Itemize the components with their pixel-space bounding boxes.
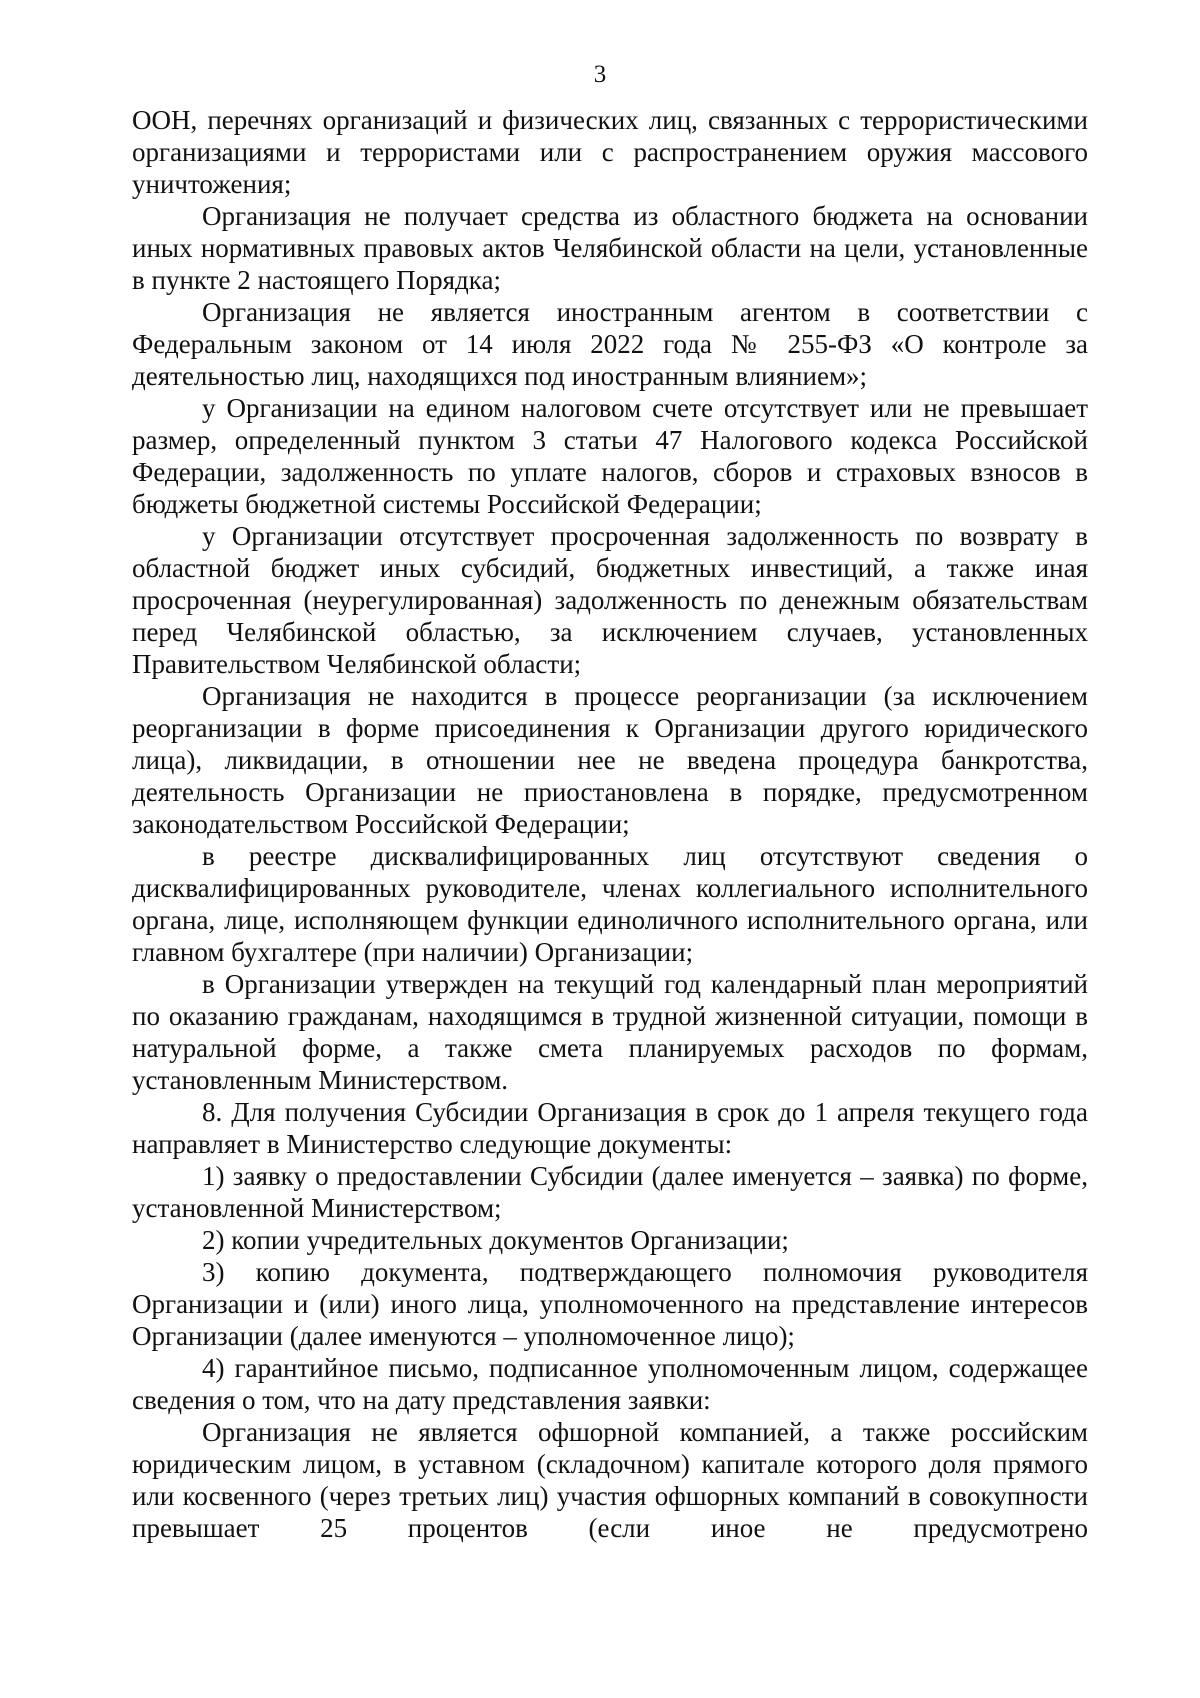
document-body bbox=[132, 104, 1088, 1544]
paragraph: в Организации утвержден на текущий год календарный план мероприятий по оказанию гражданам, находящимся в трудной жизненной ситуации, помощи в натуральной форме, а также смета планируемых расходов по формам, установленным Министерством. bbox=[132, 969, 1088, 1095]
paragraph: у Организации отсутствует просроченная задолженность по возврату в областной бюджет иных субсидий, бюджетных инвестиций, а также иная просроченная (неурегулированная) задолженность по денежным обязательствам перед Челябинской областью, за исключением случаев, установленных Правительством Челябинской области; bbox=[132, 521, 1088, 679]
paragraph: Организация не является иностранным агентом в соответствии с Федеральным законом от 14 июля 2022 года № 255-ФЗ «О контроле за деятельностью лиц, находящихся под иностранным влиянием»; bbox=[132, 297, 1088, 391]
list-item-2: 2) копии учредительных документов Организации; bbox=[202, 1225, 789, 1255]
paragraph-item-8: 8. Для получения Субсидии Организация в срок до 1 апреля текущего года направляет в Министерство следующие документы: bbox=[132, 1097, 1088, 1159]
list-item-3: 3) копию документа, подтверждающего полномочия руководителя Организации и (или) иного лица, уполномоченного на представление интересов Организации (далее именуются – уполномоченное лицо); bbox=[132, 1257, 1088, 1351]
paragraph: у Организации на едином налоговом счете отсутствует или не превышает размер, определенный пунктом 3 статьи 47 Налогового кодекса Российской Федерации, задолженность по уплате налогов, сборов и страховых взносов в бюджеты бюджетной системы Российской Федерации; bbox=[132, 393, 1088, 519]
paragraph: Организация не находится в процессе реорганизации (за исключением реорганизации в форме присоединения к Организации другого юридического лица), ликвидации, в отношении нее не введена процедура банкротства, деятельность Организации не приостановлена в порядке, предусмотренном законодательством Российской Федерации; bbox=[132, 681, 1088, 839]
paragraph-continuation: ООН, перечнях организаций и физических лиц, связанных с террористическими организациями и террористами или с распространением оружия массового уничтожения; bbox=[132, 105, 1088, 199]
list-item-4: 4) гарантийное письмо, подписанное уполномоченным лицом, содержащее сведения о том, что на дату представления заявки: bbox=[132, 1353, 1088, 1415]
paragraph: Организация не получает средства из областного бюджета на основании иных нормативных правовых актов Челябинской области на цели, установленные в пункте 2 настоящего Порядка; bbox=[132, 201, 1088, 295]
page-number: 3 bbox=[593, 61, 607, 88]
list-item-1: 1) заявку о предоставлении Субсидии (далее именуется – заявка) по форме, установленной Министерством; bbox=[132, 1161, 1088, 1223]
paragraph-continued: Организация не является офшорной компанией, а также российским юридическим лицом, в уставном (складочном) капитале которого доля прямого или косвенного (через третьих лиц) участия офшорных компаний в совокупности превышает 25 процентов (если иное не предусмотрено bbox=[132, 1417, 1088, 1543]
paragraph: в реестре дисквалифицированных лиц отсутствуют сведения о дисквалифицированных руководителе, членах коллегиального исполнительного органа, лице, исполняющем функции единоличного исполнительного органа, или главном бухгалтере (при наличии) Организации; bbox=[132, 841, 1088, 967]
